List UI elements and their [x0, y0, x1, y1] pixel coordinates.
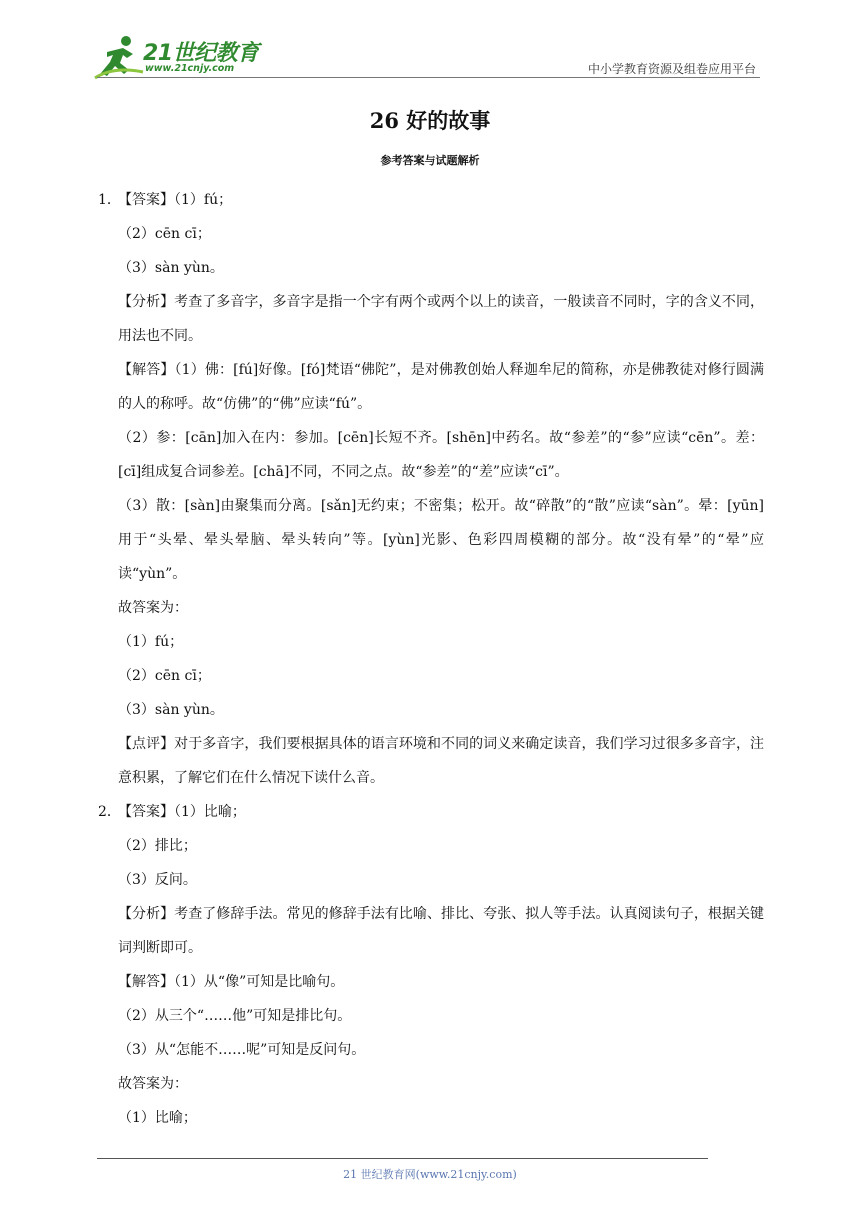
q2-conclusion: 故答案为： — [118, 1076, 188, 1092]
footer-link[interactable]: 21 世纪教育网(www.21cnjy.com) — [343, 1168, 517, 1181]
q2-final-1: （1）比喻； — [118, 1110, 197, 1126]
q1-answer: 【答案】（1）fú； — [118, 192, 233, 208]
q2-answer-line — [98, 795, 764, 829]
q2-answer-2: （2）排比； — [118, 838, 197, 854]
q1-solution-2: （2）参：[cān]加入在内：参加。[cēn]长短不齐。[shēn]中药名。故“参差”的“参”应读“cēn”。差：[cī]组成复合词参差。[chā]不同，不同之点。故“参差”的“差”应读“cī”。 — [118, 430, 764, 480]
q1-analysis: 【分析】考查了多音字，多音字是指一个字有两个或两个以上的读音，一般读音不同时，字的含义不同，用法也不同。 — [118, 294, 764, 344]
page-title: 26 好的故事 — [369, 108, 491, 133]
q1-final-1: （1）fú； — [118, 634, 184, 650]
q2-solution-3: （3）从“怎能不……呢”可知是反问句。 — [118, 1042, 366, 1058]
q1-comment: 【点评】对于多音字，我们要根据具体的语言环境和不同的词义来确定读音，我们学习过很多多音字，注意积累，了解它们在什么情况下读什么音。 — [118, 736, 764, 786]
q1-final-3: （3）sàn yùn。 — [118, 702, 224, 718]
footer-divider — [97, 1158, 708, 1159]
logo-url: www.21cnjy.com — [145, 63, 235, 74]
q1-answer-3: （3）sàn yùn。 — [118, 260, 224, 276]
page-subtitle: 参考答案与试题解析 — [380, 154, 480, 167]
header-divider — [97, 77, 760, 78]
page-header — [0, 0, 860, 90]
q2-answer: 【答案】（1）比喻； — [118, 804, 246, 820]
q1-answer-line — [98, 183, 764, 217]
q1-solution-1: 【解答】（1）佛：[fú]好像。[fó]梵语“佛陀”，是对佛教创始人释迦牟尼的简称，亦是佛教徒对修行圆满的人的称呼。故“仿佛”的“佛”应读“fú”。 — [118, 362, 764, 412]
q1-solution-3: （3）散：[sàn]由聚集而分离。[sǎn]无约束；不密集；松开。故“碎散”的“散”应读“sàn”。晕：[yūn]用于“头晕、晕头晕脑、晕头转向”等。[yùn]光影、色彩四周模糊的部分。故“没有晕”的“晕”应读“yùn”。 — [118, 498, 764, 582]
q1-conclusion: 故答案为： — [118, 600, 188, 616]
q1-answer-2: （2）cēn cī； — [118, 226, 211, 242]
q2-solution-2: （2）从三个“……他”可知是排比句。 — [118, 1008, 352, 1024]
q2-solution-1: 【解答】（1）从“像”可知是比喻句。 — [118, 974, 345, 990]
answer-content — [98, 183, 764, 1135]
q2-number: 2． — [98, 804, 121, 820]
q2-answer-3: （3）反问。 — [118, 872, 197, 888]
q1-number: 1． — [98, 192, 121, 208]
platform-label: 中小学教育资源及组卷应用平台 — [587, 62, 756, 76]
site-logo[interactable] — [93, 32, 293, 82]
logo-title: 21世纪教育 — [143, 41, 259, 66]
q1-final-2: （2）cēn cī； — [118, 668, 211, 684]
q2-analysis: 【分析】考查了修辞手法。常见的修辞手法有比喻、排比、夸张、拟人等手法。认真阅读句子，根据关键词判断即可。 — [118, 906, 764, 956]
runner-logo-icon — [93, 34, 145, 80]
